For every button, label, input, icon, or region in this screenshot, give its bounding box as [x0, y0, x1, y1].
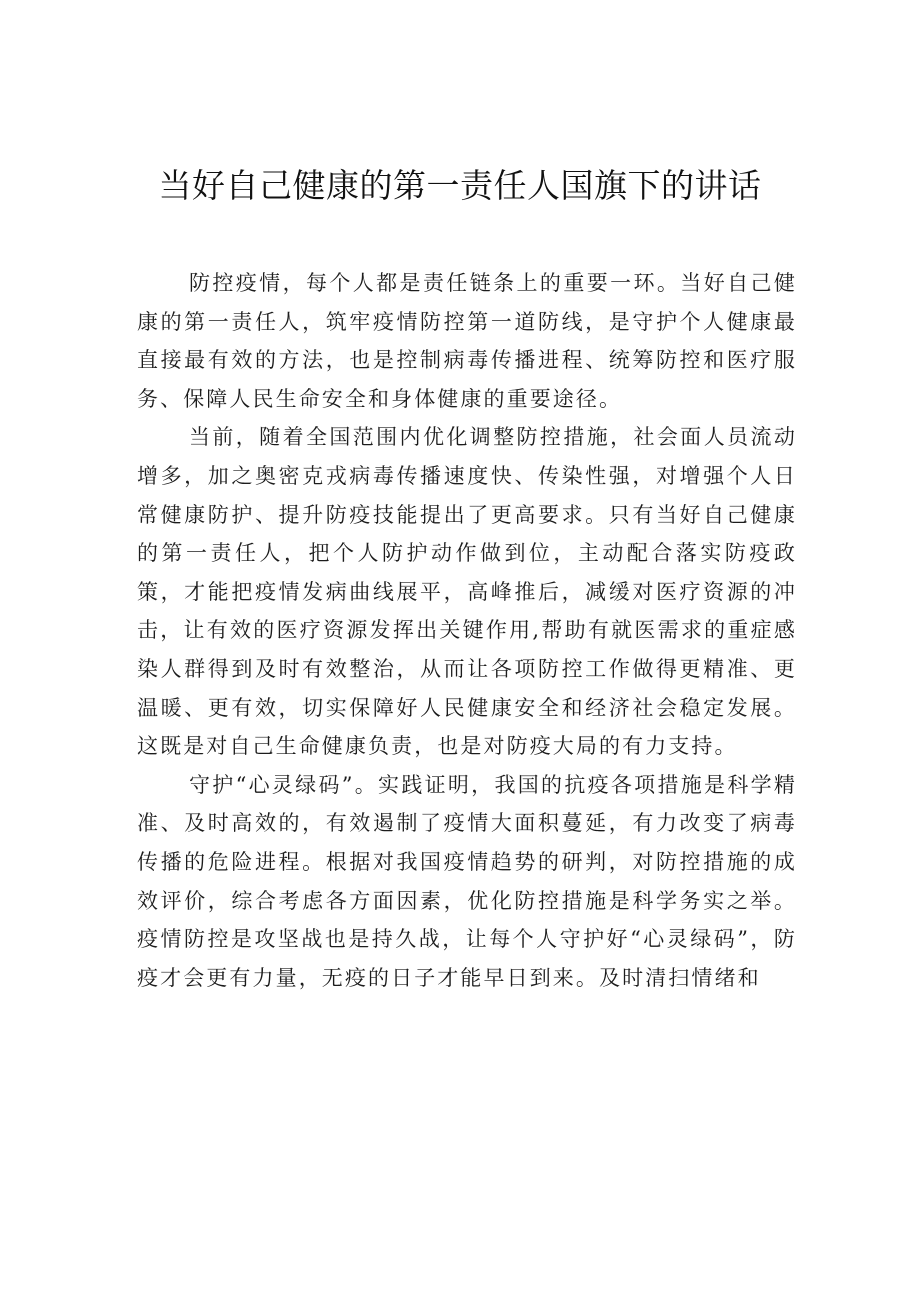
document-body [137, 264, 797, 997]
paragraph-1: 防控疫情，每个人都是责任链条上的重要一环。当好自己健康的第一责任人，筑牢疫情防控第一道防线，是守护个人健康最直接最有效的方法，也是控制病毒传播进程、统筹防控和医疗服务、保障人民生命安全和身体健康的重要途径。 [137, 271, 797, 411]
page-title: 当好自己健康的第一责任人国旗下的讲话 [158, 166, 762, 205]
paragraph-3: 守护“心灵绿码”。实践证明，我国的抗疫各项措施是科学精准、及时高效的，有效遏制了疫情大面积蔓延，有力改变了病毒传播的危险进程。根据对我国疫情趋势的研判，对防控措施的成效评价，综合考虑各方面因素，优化防控措施是科学务实之举。疫情防控是攻坚战也是持久战，让每个人守护好“心灵绿码”，防疫才会更有力量，无疫的日子才能早日到来。及时清扫情绪和 [137, 772, 797, 990]
paragraph-2: 当前，随着全国范围内优化调整防控措施，社会面人员流动增多，加之奥密克戎病毒传播速度快、传染性强，对增强个人日常健康防护、提升防疫技能提出了更高要求。只有当好自己健康的第一责任人，把个人防护动作做到位，主动配合落实防疫政策，才能把疫情发病曲线展平，高峰推后，减缓对医疗资源的冲击，让有效的医疗资源发挥出关键作用,帮助有就医需求的重症感染人群得到及时有效整治，从而让各项防控工作做得更精准、更温暖、更有效，切实保障好人民健康安全和经济社会稳定发展。这既是对自己生命健康负责，也是对防疫大局的有力支持。 [137, 425, 797, 759]
